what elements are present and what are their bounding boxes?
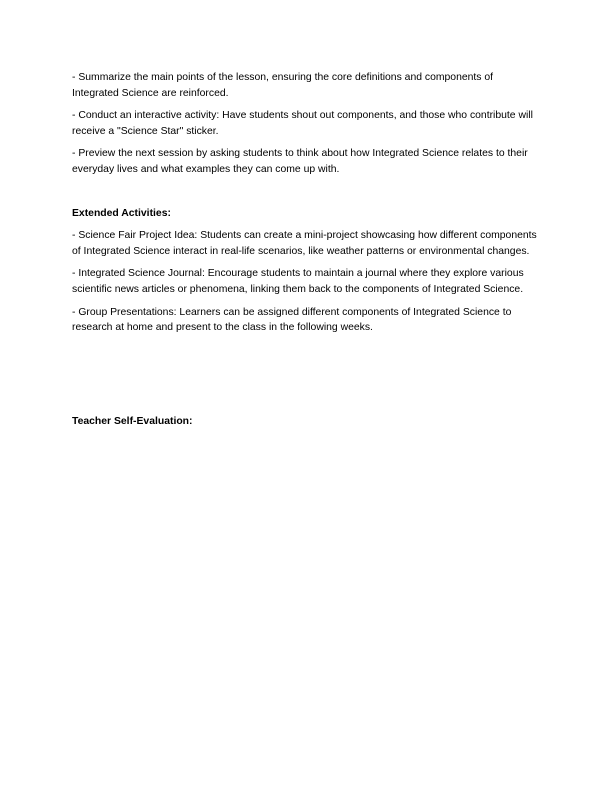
extended-activities-heading: Extended Activities: [72,207,171,219]
teacher-self-evaluation-heading: Teacher Self-Evaluation: [72,415,193,427]
extended-item-journal: - Integrated Science Journal: Encourage students to maintain a journal where they explore various scientific news articles or phenomena, linking them back to the components of Integrated Science. [72,268,524,295]
extended-item-presentations: - Group Presentations: Learners can be assigned different components of Integrated Science to research at home and present to the class in the following weeks. [72,306,512,334]
document-page [72,70,540,429]
closure-paragraph-preview: - Preview the next session by asking students to think about how Integrated Science relates to their everyday lives and what examples they can come up with. [72,148,528,175]
closure-paragraph-activity: - Conduct an interactive activity: Have students shout out components, and those who contribute will receive a "Science Star" sticker. [72,110,533,137]
extended-item-science-fair: - Science Fair Project Idea: Students can create a mini-project showcasing how different components of Integrated Science interact in real-life scenarios, like weather patterns or environmental changes. [72,230,537,257]
closure-paragraph-summarize: - Summarize the main points of the lesson, ensuring the core definitions and components of Integrated Science are reinforced. [72,72,494,99]
